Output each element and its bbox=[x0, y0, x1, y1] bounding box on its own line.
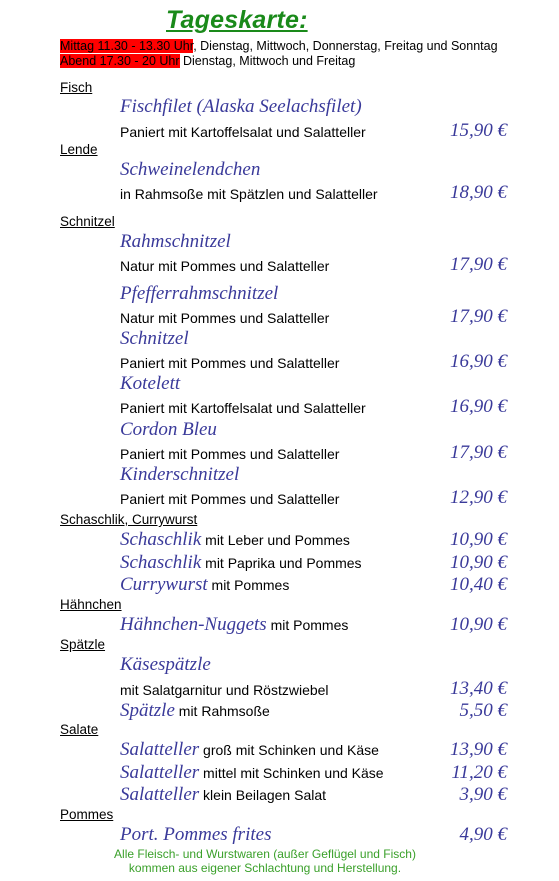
dish-name: Schweinelendchen bbox=[120, 159, 261, 180]
dish-description: in Rahmsoße mit Spätzlen und Salatteller bbox=[120, 186, 378, 202]
dish-description: Natur mit Pommes und Salatteller bbox=[120, 258, 330, 274]
dish-description: mittel mit Schinken und Käse bbox=[199, 765, 384, 781]
dish-description: mit Salatgarnitur und Röstzwiebel bbox=[120, 682, 329, 698]
dish-name: Salatteller bbox=[120, 784, 200, 805]
dish-name: Schnitzel bbox=[120, 328, 189, 349]
dish-price: 13,40 € bbox=[450, 678, 507, 699]
category-lende: Lende bbox=[60, 142, 98, 157]
dish-description: klein Beilagen Salat bbox=[199, 787, 327, 803]
dish-name: Kotelett bbox=[120, 373, 181, 394]
dish-price: 11,20 € bbox=[451, 762, 507, 783]
dish-name: Fischfilet (Alaska Seelachsfilet) bbox=[120, 96, 362, 117]
footer-line: Alle Fleisch- und Wurstwaren (außer Geflügel und Fisch) bbox=[114, 847, 416, 861]
evening-hours-highlight: Abend 17.30 - 20 Uhr bbox=[60, 54, 180, 68]
page-title: Tageskarte: bbox=[166, 6, 308, 34]
evening-hours-days: Dienstag, Mittwoch und Freitag bbox=[179, 54, 356, 68]
dish-price: 17,90 € bbox=[450, 442, 507, 463]
dish-description: mit Pommes bbox=[266, 617, 349, 633]
lunch-hours bbox=[60, 39, 498, 54]
category-fisch: Fisch bbox=[60, 80, 93, 95]
category-haehnchen: Hähnchen bbox=[60, 597, 122, 612]
dish-price: 16,90 € bbox=[450, 351, 507, 372]
dish-price: 15,90 € bbox=[450, 120, 507, 141]
dish-line bbox=[120, 529, 350, 551]
dish-price: 10,90 € bbox=[450, 529, 507, 550]
dish-description: Paniert mit Pommes und Salatteller bbox=[120, 446, 340, 462]
dish-name: Schaschlik bbox=[120, 529, 202, 550]
dish-price: 12,90 € bbox=[450, 487, 507, 508]
dish-description: Paniert mit Kartoffelsalat und Salatteller bbox=[120, 400, 366, 416]
evening-hours bbox=[60, 54, 355, 69]
dish-name: Schaschlik bbox=[120, 552, 202, 573]
dish-name: Kinderschnitzel bbox=[120, 464, 240, 485]
dish-name: Pfefferrahmschnitzel bbox=[120, 283, 279, 304]
dish-line bbox=[120, 614, 348, 636]
dish-name: Salatteller bbox=[120, 739, 200, 760]
dish-name: Spätzle bbox=[120, 700, 175, 721]
dish-description: Natur mit Pommes und Salatteller bbox=[120, 310, 330, 326]
category-schaschlik: Schaschlik, Currywurst bbox=[60, 512, 198, 527]
dish-price: 5,50 € bbox=[459, 700, 507, 721]
dish-description: mit Leber und Pommes bbox=[201, 532, 350, 548]
dish-price: 17,90 € bbox=[450, 254, 507, 275]
dish-line bbox=[120, 739, 379, 761]
dish-price: 17,90 € bbox=[450, 306, 507, 327]
category-schnitzel: Schnitzel bbox=[60, 214, 115, 229]
dish-description: groß mit Schinken und Käse bbox=[199, 742, 379, 758]
dish-name: Port. Pommes frites bbox=[120, 824, 272, 845]
dish-line bbox=[120, 762, 384, 784]
dish-price: 10,40 € bbox=[450, 574, 507, 595]
lunch-hours-highlight: Mittag 11.30 - 13.30 Uhr bbox=[60, 39, 194, 53]
dish-description: Paniert mit Pommes und Salatteller bbox=[120, 491, 340, 507]
dish-description: mit Pommes bbox=[207, 577, 290, 593]
category-pommes: Pommes bbox=[60, 807, 114, 822]
dish-line bbox=[120, 574, 289, 596]
dish-price: 4,90 € bbox=[459, 824, 507, 845]
dish-description: Paniert mit Pommes und Salatteller bbox=[120, 355, 340, 371]
category-spaetzle: Spätzle bbox=[60, 637, 106, 652]
dish-name: Hähnchen-Nuggets bbox=[120, 614, 267, 635]
lunch-hours-days: , Dienstag, Mittwoch, Donnerstag, Freitag und Sonntag bbox=[193, 39, 498, 53]
dish-price: 18,90 € bbox=[450, 182, 507, 203]
dish-price: 16,90 € bbox=[450, 396, 507, 417]
footer-note bbox=[60, 847, 470, 875]
dish-price: 10,90 € bbox=[450, 552, 507, 573]
dish-name: Käsespätzle bbox=[120, 654, 211, 675]
dish-price: 10,90 € bbox=[450, 614, 507, 635]
dish-name: Cordon Bleu bbox=[120, 419, 217, 440]
dish-price: 3,90 € bbox=[459, 784, 507, 805]
dish-line bbox=[120, 784, 326, 806]
dish-name: Rahmschnitzel bbox=[120, 231, 231, 252]
footer-line: kommen aus eigener Schlachtung und Herstellung. bbox=[128, 861, 402, 875]
dish-name: Currywurst bbox=[120, 574, 208, 595]
dish-description: mit Paprika und Pommes bbox=[201, 555, 362, 571]
dish-description: mit Rahmsoße bbox=[174, 703, 270, 719]
category-salate: Salate bbox=[60, 722, 99, 737]
dish-name: Salatteller bbox=[120, 762, 200, 783]
dish-line bbox=[120, 552, 362, 574]
dish-description: Paniert mit Kartoffelsalat und Salatteller bbox=[120, 124, 366, 140]
dish-price: 13,90 € bbox=[450, 739, 507, 760]
dish-line bbox=[120, 700, 270, 722]
